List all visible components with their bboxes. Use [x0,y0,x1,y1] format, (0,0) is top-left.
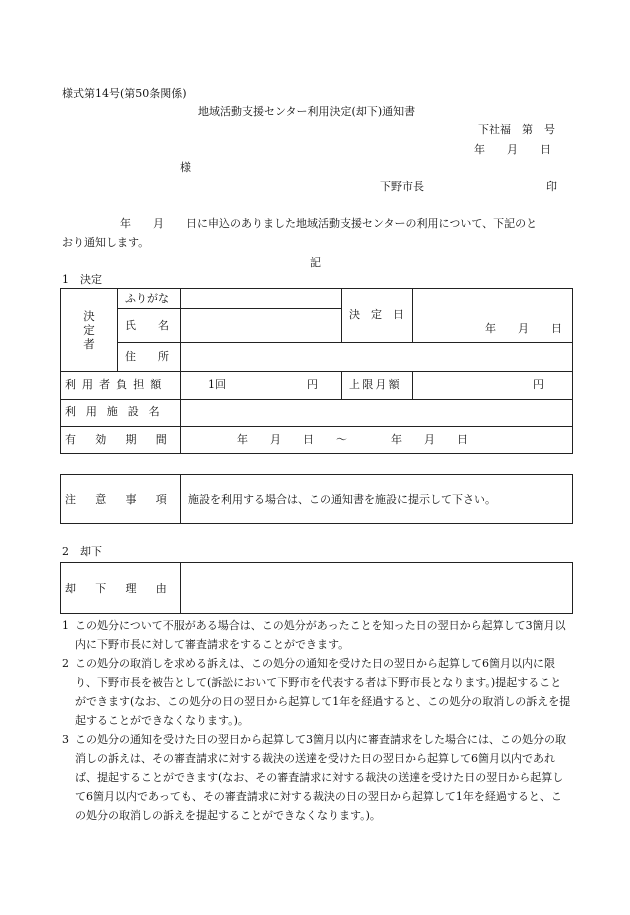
ki-heading: 記 [310,256,321,269]
table-rule [341,289,342,342]
note-number: 3 [62,733,69,746]
burden-value: 1回 [208,378,226,391]
table-rule [412,371,413,399]
table-rule [341,371,342,399]
note-text: この処分の取消しを求める訴えは、この処分の通知を受けた日の翌日から起算して6箇月以内に限り、下野市長を被告として(訴訟において下野市を代表する者は下野市長となります。)提起することができます(なお、この処分の日の翌日から起算して1年を経過すると、この処分の取消しの訴えを提起することができなくなります。)。 [75,657,571,727]
table-rule [117,289,118,371]
address-label: 住 所 [125,350,169,363]
decider-label: 決定者 [83,309,95,351]
section-rejection-heading: 2 却下 [62,545,102,558]
decision-date-value: 年 月 日 [485,322,562,335]
name-label: 氏 名 [125,319,169,332]
period-label: 有効期間 [65,433,186,446]
table-rule [61,399,573,400]
rejection-reason-label: 却下理由 [65,582,186,595]
body-line-2: おり通知します。 [62,236,150,249]
table-rule [180,289,181,454]
limit-label: 上限月額 [349,378,402,391]
table-rule [117,342,573,343]
facility-label: 利用施設名 [65,405,170,418]
table-rule [117,308,341,309]
burden-unit: 円 [307,378,318,391]
notice-text: 施設を利用する場合は、この通知書を施設に提示して下さい。 [188,493,496,506]
form-number: 様式第14号(第50条関係) [62,87,187,100]
note-text: この処分の通知を受けた日の翌日から起算して3箇月以内に審査請求をした場合には、この処分の取消しの訴えは、その審査請求に対する裁決の送達を受けた日の翌日から起算して6箇月以内であれば、提起することができます(なお、その審査請求に対する裁決の送達を受けた日の翌日から起算して6箇月以内であっても、その審査請求に対する裁決の日の翌日から起算して1年を経過すると、この処分の取消しの訴えを提起することができなくなります。)。 [75,733,566,822]
section-decision-heading: 1 決定 [62,273,102,286]
table-rule [412,289,413,342]
document-number: 下社福 第 号 [478,123,555,136]
note-number: 2 [62,657,69,670]
issue-date: 年 月 日 [474,143,551,156]
issuer-name: 下野市長 [380,180,424,193]
table-rule [61,426,573,427]
table-rule [61,371,573,372]
period-value: 年 月 日 ～ 年 月 日 [237,433,468,446]
note-text: この処分について不服がある場合は、この処分があったことを知った日の翌日から起算して3箇月以内に下野市長に対して審査請求をすることができます。 [75,619,566,651]
rejection-table [60,562,573,614]
decision-table [60,288,573,454]
furigana-label: ふりがな [125,292,169,305]
body-line-1: 年 月 日に申込のありました地域活動支援センターの利用について、下記のと [120,217,538,230]
note-number: 1 [62,619,69,632]
note-item [62,616,572,654]
note-item [62,654,572,730]
seal-mark: 印 [546,180,557,193]
limit-unit: 円 [533,378,544,391]
burden-label: 利用者負担額 [65,378,168,391]
note-item [62,730,572,825]
decision-date-label: 決 定 日 [349,308,404,321]
notice-label: 注意事項 [65,493,186,506]
addressee-suffix: 様 [180,161,191,174]
notice-table [60,474,573,524]
document-title: 地域活動支援センター利用決定(却下)通知書 [198,105,416,118]
